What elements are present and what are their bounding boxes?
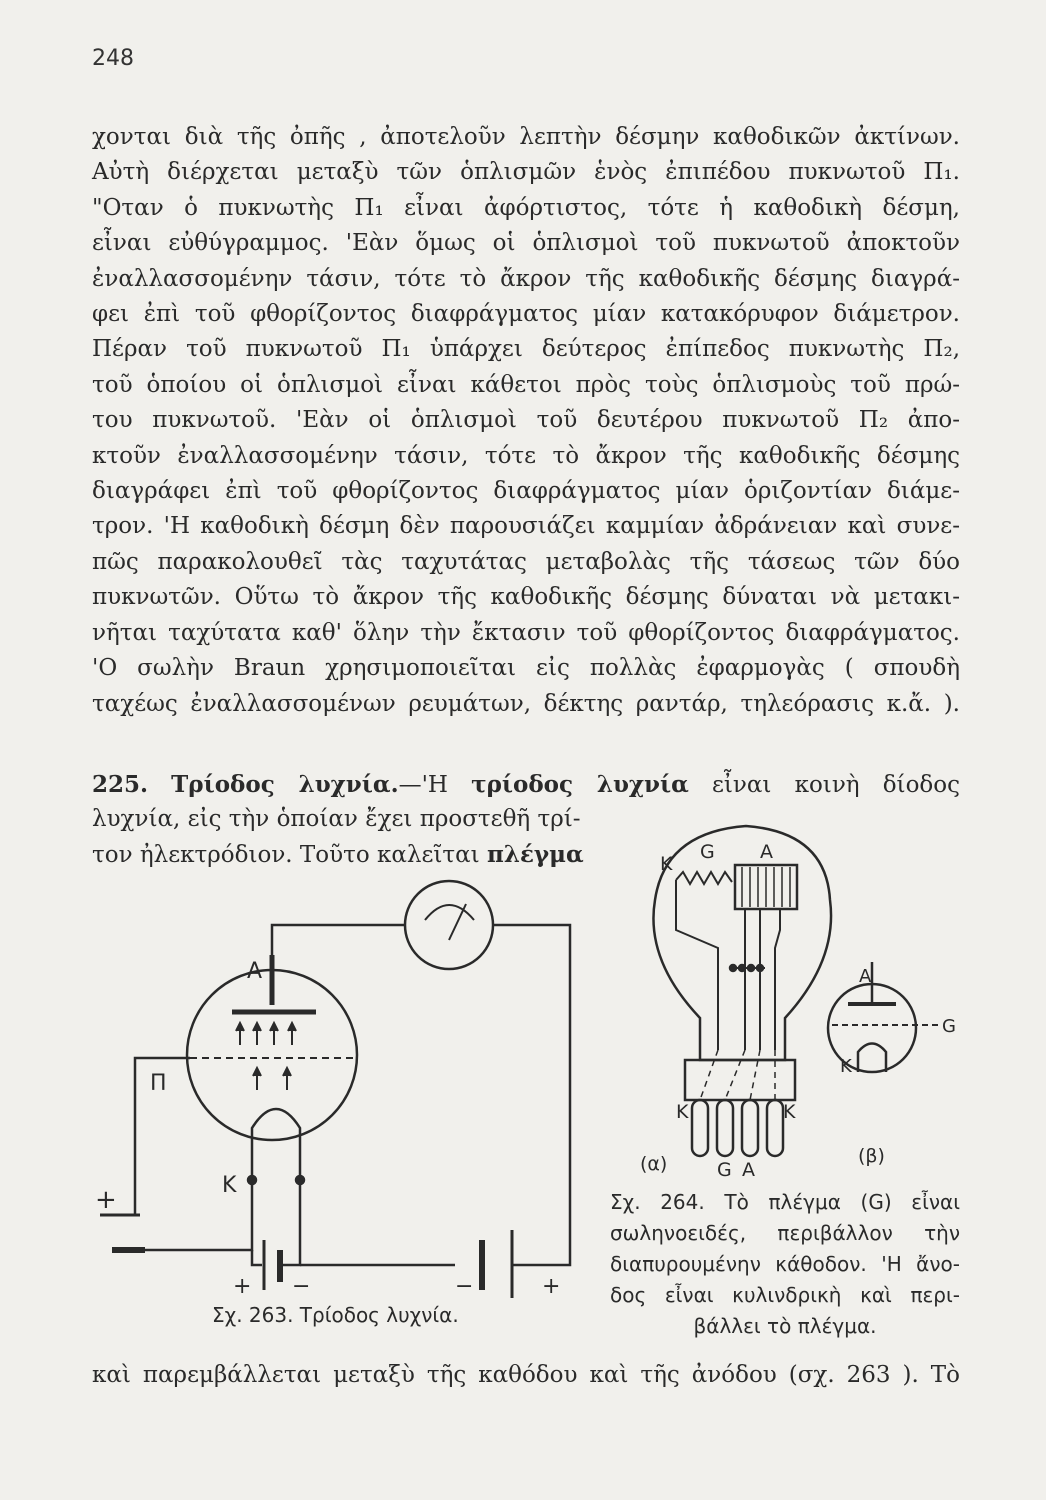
section-text: τον ἠλεκτρόδιον. Τοῦτο καλεῖται <box>92 842 487 869</box>
heater-wire <box>282 1180 300 1265</box>
section-number: 225. <box>92 771 149 798</box>
text-line: τρον. 'Η καθοδικὴ δέσμη δὲν παρουσιάζει καμμίαν ἀδράνειαν καὶ συνε- <box>92 513 960 540</box>
text-line: πῶς παρακολουθεῖ τὰς ταχυτάτας μεταβολὰς τῆς τάσεως τῶν δύο <box>92 548 960 575</box>
label-g: G <box>942 1016 956 1037</box>
label-cathode: K <box>222 1173 237 1198</box>
electron-arrows-lower <box>253 1068 291 1090</box>
label-k: K <box>783 1101 796 1123</box>
ammeter-scale <box>425 905 474 920</box>
support-wires <box>676 880 780 1050</box>
text-line: "Οταν ὁ πυκνωτὴς Π₁ εἶναι ἀφόρτιστος, τότε ἡ καθοδικὴ δέσμη, <box>92 194 960 221</box>
grid-helix <box>742 867 790 907</box>
text-line: κτοῦν ἐναλλασσομένην τάσιν, τότε τὸ ἄκρον τῆς καθοδικῆς δέσμης <box>92 442 960 469</box>
ammeter <box>405 881 493 969</box>
label-plus: + <box>233 1274 252 1299</box>
text-line: Αὐτὴ διέρχεται μεταξὺ τῶν ὁπλισμῶν ἑνὸς ἐπιπέδου πυκνωτοῦ Π₁. <box>92 159 960 186</box>
label-minus: − <box>455 1274 474 1299</box>
text-line: ἐναλλασσομένην τάσιν, τότε τὸ ἄκρον τῆς καθοδικῆς δέσμης διαγρά- <box>92 265 960 292</box>
text-line: νῆται ταχύτατα καθ' ὅλην τὴν ἔκτασιν τοῦ φθορίζοντος διαφράγματος. <box>92 619 960 646</box>
label-k: K <box>676 1101 689 1123</box>
electron-arrows-upper <box>236 1023 296 1045</box>
anode-wire <box>493 925 570 1265</box>
label-anode: A <box>247 959 263 984</box>
caption-line: διαπυρουμένην κάθοδον. 'Η ἄνο- <box>610 1252 960 1276</box>
fig263-labels <box>95 959 560 1299</box>
figure-263-caption: Σχ. 263. Τρίοδος λυχνία. <box>212 1303 459 1327</box>
label-part-b: (β) <box>858 1145 885 1167</box>
label-g: G <box>700 841 715 863</box>
text-line: εἶναι εὐθύγραμμος. 'Εὰν ὅμως οἱ ὁπλισμοὶ τοῦ πυκνωτοῦ ἀποκτοῦν <box>92 230 960 257</box>
figure-264-caption <box>610 1187 960 1342</box>
caption-line: Σχ. 264. Τὸ πλέγμα (G) εἶναι <box>610 1190 960 1214</box>
label-plus: + <box>95 1185 117 1215</box>
label-plus: + <box>542 1274 561 1299</box>
label-plate: Π <box>150 1071 167 1096</box>
section-dash: — <box>398 772 422 798</box>
section-term: τρίοδος λυχνία <box>471 771 689 798</box>
label-a: A <box>742 1159 755 1181</box>
text-line: 'Ο σωλὴν Braun χρησιμοποιεῖται εἰς πολλὰς ἐφαρμογὰς ( σπουδὴ <box>92 655 960 682</box>
label-k: K <box>660 853 673 875</box>
label-k: K <box>840 1056 852 1077</box>
caption-line: δος εἶναι κυλινδρικὴ καὶ περι- <box>610 1283 960 1307</box>
section-title: Τρίοδος λυχνία. <box>171 771 399 798</box>
label-part-a: (α) <box>640 1153 668 1175</box>
pin-leads <box>700 1050 775 1100</box>
ammeter-needle <box>449 904 466 940</box>
cathode-heater <box>676 872 732 884</box>
heater-wire <box>252 1250 262 1265</box>
section-term-grid: πλέγμα <box>486 841 584 869</box>
cathode-filament <box>252 1109 300 1180</box>
text-line: ταχέως ἐναλλασσομένων ρευμάτων, δέκτης ραντάρ, τηλεόρασις κ.ἄ. ). <box>92 690 960 717</box>
text-line: διαγράφει ἐπὶ τοῦ φθορίζοντος διαφράγματος μίαν ὁριζοντίαν διάμε- <box>92 478 960 505</box>
tube-pins <box>692 1100 783 1156</box>
caption-line: βάλλει τὸ πλέγμα. <box>693 1314 877 1338</box>
bulb-envelope <box>653 826 831 1060</box>
section-text: 'Η <box>421 772 472 798</box>
label-a: A <box>859 966 872 987</box>
text-line: λυχνία, εἰς τὴν ὁποίαν ἔχει προστεθῆ τρί- <box>92 806 581 832</box>
text-line: φει ἐπὶ τοῦ φθορίζοντος διαφράγματος μίαν κατακόρυφον διάμετρον. <box>92 301 960 328</box>
text-line: χονται διὰ τῆς ὀπῆς , ἀποτελοῦν λεπτὴν δέσμην καθοδικῶν ἀκτίνων. <box>92 124 960 150</box>
text-line: πυκνωτῶν. Οὕτω τὸ ἄκρον τῆς καθοδικῆς δέσμης δύναται νὰ μετακι- <box>92 584 960 611</box>
text-line: τοῦ ὁποίου οἱ ὁπλισμοὶ εἶναι κάθετοι πρὸς τοὺς ὁπλισμοὺς τοῦ πρώ- <box>92 371 960 398</box>
continuation-line: καὶ παρεμβάλλεται μεταξὺ τῆς καθόδου καὶ τῆς ἀνόδου (σχ. 263 ). Τὸ <box>92 1362 960 1388</box>
anode-wire <box>272 925 405 955</box>
page-number: 248 <box>92 46 134 71</box>
text-line: του πυκνωτοῦ. 'Εὰν οἱ ὁπλισμοὶ τοῦ δευτέρου πυκνωτοῦ Π₂ ἀπο- <box>92 407 960 434</box>
label-a: A <box>760 841 773 863</box>
label-g: G <box>717 1159 732 1181</box>
caption-line: σωληνοειδές, περιβάλλον τὴν <box>610 1221 960 1245</box>
section-text: εἶναι κοινὴ δίοδος <box>688 772 960 798</box>
label-minus: − <box>292 1274 311 1299</box>
text-line: Πέραν τοῦ πυκνωτοῦ Π₁ ὑπάρχει δεύτερος ἐπίπεδος πυκνωτὴς Π₂, <box>92 336 960 363</box>
fig263-drawing <box>100 881 570 1298</box>
symbol-cathode <box>858 1044 886 1073</box>
